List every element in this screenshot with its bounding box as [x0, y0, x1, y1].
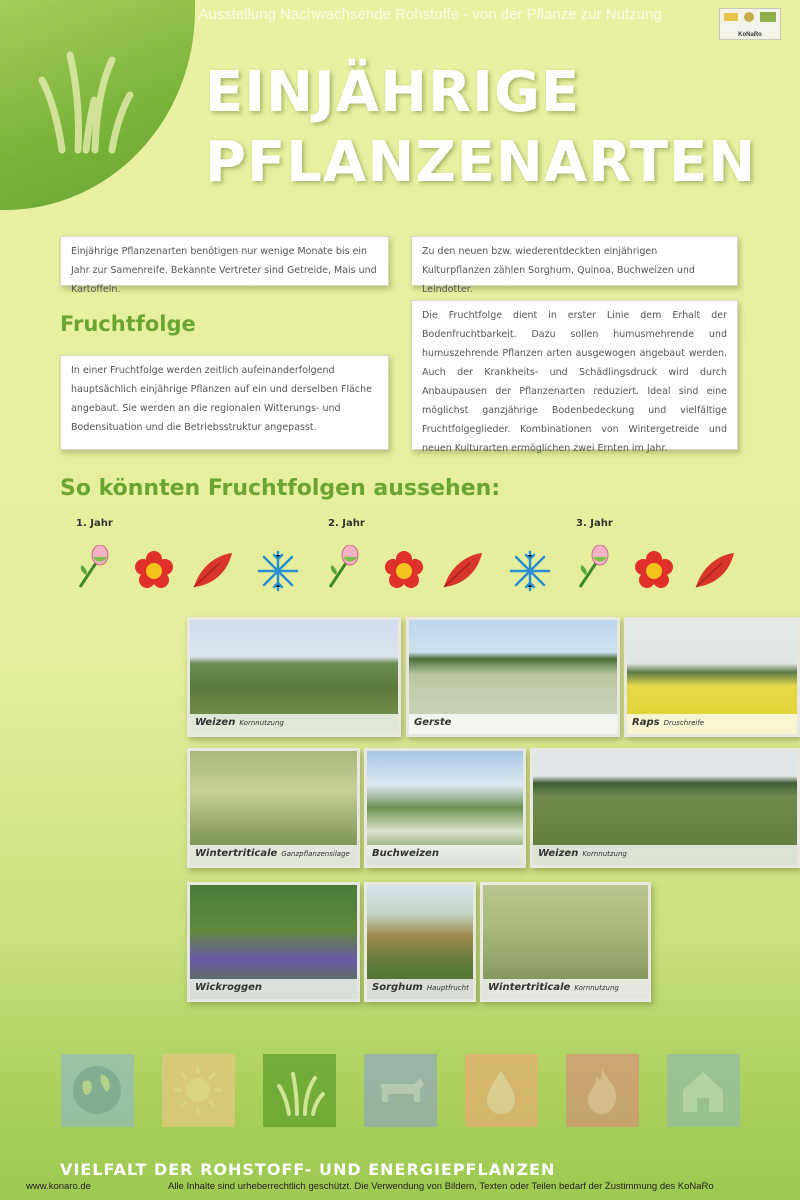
konaro-logo: KoNaRo [719, 8, 781, 40]
cow-icon [364, 1054, 437, 1127]
photo-caption: Wintertriticale [488, 982, 571, 993]
photo-caption: Wintertriticale [195, 848, 278, 859]
tile-house [667, 1054, 740, 1127]
photo-gerste [406, 617, 620, 737]
sun-icon [162, 1054, 235, 1127]
photo-buchweizen [364, 748, 526, 868]
house-icon [667, 1054, 740, 1127]
page-title: EINJÄHRIGE PFLANZENARTEN [205, 60, 757, 195]
photo-caption-sub: Druschreife [663, 719, 705, 727]
photo-sorghum [364, 882, 476, 1002]
footer-url[interactable]: www.konaro.de [26, 1181, 91, 1192]
year-label-2: 2. Jahr [328, 518, 365, 529]
photo-weizen [187, 617, 401, 737]
winter-snowflake-icon [256, 549, 300, 593]
intro-right-box: Zu den neuen bzw. wiederentdeckten einjährigen Kulturpflanzen zählen Sorghum, Quinoa, Buchweizen und Leindotter. [411, 236, 738, 286]
photo-caption: Wickroggen [195, 982, 263, 993]
tile-globe [61, 1054, 134, 1127]
photo-caption-sub: Kornnutzung [582, 850, 627, 858]
photo-caption: Weizen [538, 848, 579, 859]
intro-left-box: Einjährige Pflanzenarten benötigen nur wenige Monate bis ein Jahr zur Samenreife. Bekannte Vertreter sind Getreide, Mais und Kartoffeln. [60, 236, 389, 286]
fruchtfolge-heading: Fruchtfolge [60, 312, 196, 336]
summer-flower-icon [132, 549, 176, 593]
header-leaf [0, 0, 195, 210]
tile-cow [364, 1054, 437, 1127]
tile-flame [566, 1054, 639, 1127]
photo-caption: Buchweizen [372, 848, 439, 859]
fruchtfolge-left-box: In einer Fruchtfolge werden zeitlich aufeinanderfolgend hauptsächlich einjährige Pflanzen auf ein und derselben Fläche angebaut. Sie werden an die regionalen Witterungs- und Bodensituation und die Betriebsstruktur angepasst. [60, 355, 389, 450]
photo-caption-sub: Ganzpflanzensilage [281, 850, 350, 858]
drop-icon [465, 1054, 538, 1127]
grass-icon [263, 1054, 336, 1127]
fruchtfolge-right-box: Die Fruchtfolge dient in erster Linie dem Erhalt der Bodenfruchtbarkeit. Dazu sollen humusmehrende und humuszehrende Pflanzen arten ausgewogen angebaut werden. Auch der Krankheits- und Schädlingsdruck wird durch Anbaupausen der Pflanzenarten reduziert. Ideal sind eine möglichst ganzjährige Bodenbedeckung und vielfältige Fruchtfolgeglieder. Kombinationen von Wintergetreide und neuen Kulturarten ermöglichen zwei Ernten im Jahr. [411, 300, 738, 450]
example-heading: So könnten Fruchtfolgen aussehen: [60, 476, 501, 501]
summer-flower-icon [382, 549, 426, 593]
photo-wintertriticale-korn [480, 882, 651, 1002]
flame-icon [566, 1054, 639, 1127]
photo-caption: Raps [632, 717, 660, 728]
photo-caption-sub: Kornnutzung [574, 984, 619, 992]
photo-raps [624, 617, 800, 737]
autumn-leaf-icon [190, 549, 234, 593]
year-label-1: 1. Jahr [76, 518, 113, 529]
photo-wintertriticale-ganzpflanze [187, 748, 360, 868]
tile-sun [162, 1054, 235, 1127]
spring-bud-icon [72, 545, 116, 589]
grass-decoration-icon [0, 0, 195, 210]
spring-bud-icon [572, 545, 616, 589]
year-label-3: 3. Jahr [576, 518, 613, 529]
photo-caption-sub: Hauptfrucht [426, 984, 469, 992]
photo-wickroggen [187, 882, 360, 1002]
autumn-leaf-icon [440, 549, 484, 593]
photo-caption: Gerste [414, 717, 452, 728]
spring-bud-icon [322, 545, 366, 589]
winter-snowflake-icon [508, 549, 552, 593]
autumn-leaf-icon [692, 549, 736, 593]
photo-weizen-2 [530, 748, 800, 868]
photo-caption: Sorghum [372, 982, 423, 993]
photo-caption: Weizen [195, 717, 236, 728]
footer-title: VIELFALT DER ROHSTOFF- UND ENERGIEPFLANZEN [60, 1160, 556, 1179]
exhibition-title: Ausstellung Nachwachsende Rohstoffe - von der Pflanze zur Nutzung [198, 6, 662, 23]
footer-copyright: Alle Inhalte sind urheberrechtlich geschützt. Die Verwendung von Bildern, Texten oder Teilen bedarf der Zustimmung des KoNaRo [168, 1181, 714, 1192]
globe-icon [61, 1054, 134, 1127]
tile-drop [465, 1054, 538, 1127]
tile-grass [263, 1054, 336, 1127]
photo-caption-sub: Kornnutzung [239, 719, 284, 727]
summer-flower-icon [632, 549, 676, 593]
